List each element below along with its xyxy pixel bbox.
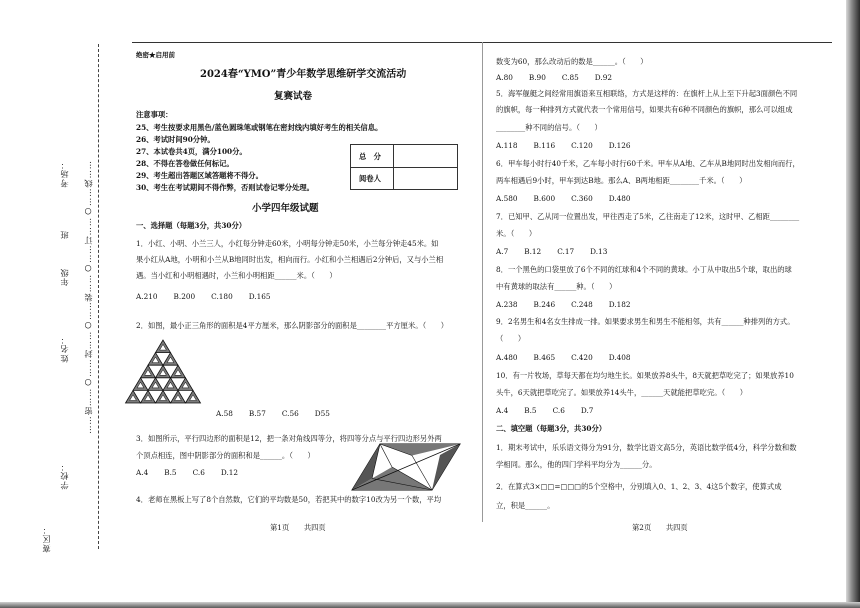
q8-line: 8．一个黑色的口袋里放了6个不同的红球和4个不同的黄球。小丁从中取出5个球，取出的球 bbox=[496, 265, 792, 274]
option: B.200 bbox=[173, 292, 196, 301]
option: A.4 bbox=[496, 406, 509, 415]
option: B.5 bbox=[524, 406, 537, 415]
f2-line: 立，积是______。 bbox=[496, 501, 555, 510]
note-item: 26、考试时间90分钟。 bbox=[136, 135, 215, 144]
q8-line: 中有黄球的取法有______种。（ ） bbox=[496, 282, 617, 291]
page-divider bbox=[482, 42, 483, 522]
option: B.57 bbox=[248, 409, 266, 418]
q1-line: 1．小红、小明、小兰三人，小红每分钟走60米，小明每分钟走50米，小兰每分钟走45米。如 bbox=[136, 239, 439, 248]
q6-options bbox=[496, 195, 647, 202]
q9-line: （ ） bbox=[496, 334, 526, 343]
note-item: 28、不得在答卷做任何标记。 bbox=[136, 159, 234, 168]
option: A.480 bbox=[496, 353, 518, 362]
q4-continued: 数变为60，那么改动后的数是______。（ ） bbox=[496, 57, 648, 66]
q6-line: 两车相遇后9小时，甲车到达B地。那么A、B两地相距________千米。（ ） bbox=[496, 176, 747, 185]
note-item: 25、考生按要求用黑色/蓝色圆珠笔或钢笔在密封线内填好考生的相关信息。 bbox=[136, 123, 383, 132]
exam-subtitle: 复赛试卷 bbox=[274, 91, 313, 102]
part2-heading: 二、填空题（每题3分，共30分） bbox=[496, 424, 607, 433]
q4-options bbox=[496, 74, 628, 81]
q3-line: 个顶点相连，图中阴影部分的面积和是______。（ ） bbox=[136, 451, 315, 460]
class-label: 班 bbox=[59, 230, 69, 240]
reviewer-label: 阅卷人 bbox=[359, 174, 381, 183]
note-item: 30、考生在考试期间不得作弊，否则试卷记零分处理。 bbox=[136, 183, 314, 192]
option: C.56 bbox=[281, 409, 299, 418]
option: A.4 bbox=[136, 468, 149, 477]
q1-line: 遇。当小红和小明相遇时，小兰和小明相距______米。（ ） bbox=[136, 271, 337, 280]
scan-edge-bottom bbox=[0, 602, 860, 608]
school-label: 学校： bbox=[59, 462, 69, 490]
option: A.118 bbox=[496, 141, 518, 150]
scan-edge-right bbox=[846, 0, 860, 608]
district-label: 赛区： bbox=[41, 525, 51, 553]
option: C.180 bbox=[211, 292, 233, 301]
note-item: 27、本试卷共4页，满分100分。 bbox=[136, 147, 247, 156]
option: A.80 bbox=[496, 73, 513, 82]
option: A.58 bbox=[216, 409, 233, 418]
option: C.248 bbox=[571, 300, 593, 309]
option: C.6 bbox=[552, 406, 565, 415]
option: C.85 bbox=[561, 73, 579, 82]
q6-line: 6．甲车每小时行40千米，乙车每小时行60千米。甲车从A地、乙车从B地同时出发相向而行， bbox=[496, 159, 800, 168]
page1-footer: 第1页 共四页 bbox=[270, 523, 326, 532]
option: B.5 bbox=[164, 468, 177, 477]
option: B.600 bbox=[533, 194, 556, 203]
option: D.182 bbox=[608, 300, 631, 309]
q3-line: 3．如图所示，平行四边形的面积是12，把一条对角线四等分，将四等分点与平行四边形另外两 bbox=[136, 434, 442, 443]
q7-line: 7．已知甲、乙从同一位置出发，甲往西走了5米，乙往南走了12米，这时甲、乙相距________ bbox=[496, 212, 800, 221]
q3-options bbox=[136, 469, 254, 476]
option: B.246 bbox=[533, 300, 556, 309]
name-label: 姓名： bbox=[59, 335, 69, 363]
q7-line: 米。（ ） bbox=[496, 229, 537, 238]
option: A.580 bbox=[496, 194, 518, 203]
f2-line: 2．在算式3×□□=□□□的5个空格中，分别填入0、1、2、3、4这5个数字，使算式成 bbox=[496, 482, 782, 491]
score-table bbox=[350, 144, 458, 190]
q5-line: ________种不同的信号。（ ） bbox=[496, 123, 602, 132]
q8-options bbox=[496, 301, 647, 308]
q5-line: 的旗帜，每一种排列方式就代表一个常用信号，如果共有6种不同颜色的旗帜，那么可以组成 bbox=[496, 105, 793, 114]
option: A.238 bbox=[496, 300, 518, 309]
option: D.408 bbox=[608, 353, 631, 362]
q1-line: 果小红从A地，小明和小兰从B地同时出发，相向而行。小红和小兰相遇后2分钟后，又与小兰相 bbox=[136, 255, 444, 264]
option: D.165 bbox=[248, 292, 271, 301]
f1-line: 学相同。那么，他的四门学科平均分为______分。 bbox=[496, 460, 657, 469]
exam-room-label: 考场： bbox=[59, 160, 69, 188]
option: D.12 bbox=[220, 468, 239, 477]
q9-options bbox=[496, 354, 647, 361]
seal-line bbox=[98, 44, 99, 549]
q10-line: 头牛，6天就把草吃完了。如果放养14头牛，______天就能把草吃完。（ ） bbox=[496, 388, 748, 397]
notes-title: 注意事项： bbox=[136, 110, 173, 119]
q1-options bbox=[136, 293, 287, 300]
q9-line: 9．2名男生和4名女生排成一排。如果要求男生和男生不能相邻，共有______种排列的方式。 bbox=[496, 317, 795, 326]
option: C.17 bbox=[557, 247, 575, 256]
option: D.480 bbox=[608, 194, 631, 203]
f1-line: 1．期末考试中，乐乐语文得分为91分，数学比语文高5分，英语比数学低4分，科学分数和数 bbox=[496, 443, 797, 452]
grade-label: 年级 bbox=[59, 268, 69, 287]
option: D.92 bbox=[594, 73, 612, 82]
seal-text: ……密……○……封……○……装……○……订……○……线…… bbox=[83, 160, 93, 434]
option: D.13 bbox=[590, 247, 608, 256]
option: C.6 bbox=[192, 468, 205, 477]
option: C.420 bbox=[571, 353, 593, 362]
q10-options bbox=[496, 407, 609, 414]
option: C.120 bbox=[571, 141, 593, 150]
option: B.12 bbox=[524, 247, 542, 256]
triangle-figure bbox=[124, 338, 202, 404]
exam-title: 2024春“YMO”青少年数学思维研学交流活动 bbox=[200, 69, 407, 80]
q2-text: 2．如图，最小正三角形的面积是4平方厘米，那么阴影部分的面积是________平方厘米。（ ） bbox=[136, 321, 449, 330]
option: B.116 bbox=[533, 141, 556, 150]
option: D.126 bbox=[608, 141, 631, 150]
option: C.360 bbox=[571, 194, 593, 203]
parallelogram-figure bbox=[350, 442, 462, 492]
section-title: 小学四年级试题 bbox=[252, 203, 319, 214]
option: A.210 bbox=[136, 292, 158, 301]
option: A.7 bbox=[496, 247, 509, 256]
secret-mark: 绝密★启用前 bbox=[136, 51, 175, 59]
option: B.465 bbox=[533, 353, 556, 362]
q7-options bbox=[496, 248, 623, 255]
option: D55 bbox=[314, 409, 330, 418]
q10-line: 10．有一片牧场，草每天都在均匀地生长。如果放养8头牛，8天就把草吃完了；如果放养10 bbox=[496, 371, 794, 380]
note-item: 29、考生超出答题区域答题将不得分。 bbox=[136, 171, 263, 180]
total-score-label: 总 分 bbox=[359, 152, 381, 161]
option: B.90 bbox=[528, 73, 546, 82]
q4-text: 4．老师在黑板上写了8个自然数，它们的平均数是50，若把其中的数字10改为另一个数，平均 bbox=[136, 495, 442, 504]
part1-heading: 一、选择题（每题3分，共30分） bbox=[136, 221, 247, 230]
page2-footer: 第2页 共四页 bbox=[632, 523, 688, 532]
q5-line: 5．海军舰艇之间经常用旗语来互相联络，方式是这样的：在旗杆上从上至下升起3面颜色不同 bbox=[496, 89, 798, 98]
q5-options bbox=[496, 142, 647, 149]
option: D.7 bbox=[580, 406, 594, 415]
q2-options bbox=[216, 410, 346, 417]
